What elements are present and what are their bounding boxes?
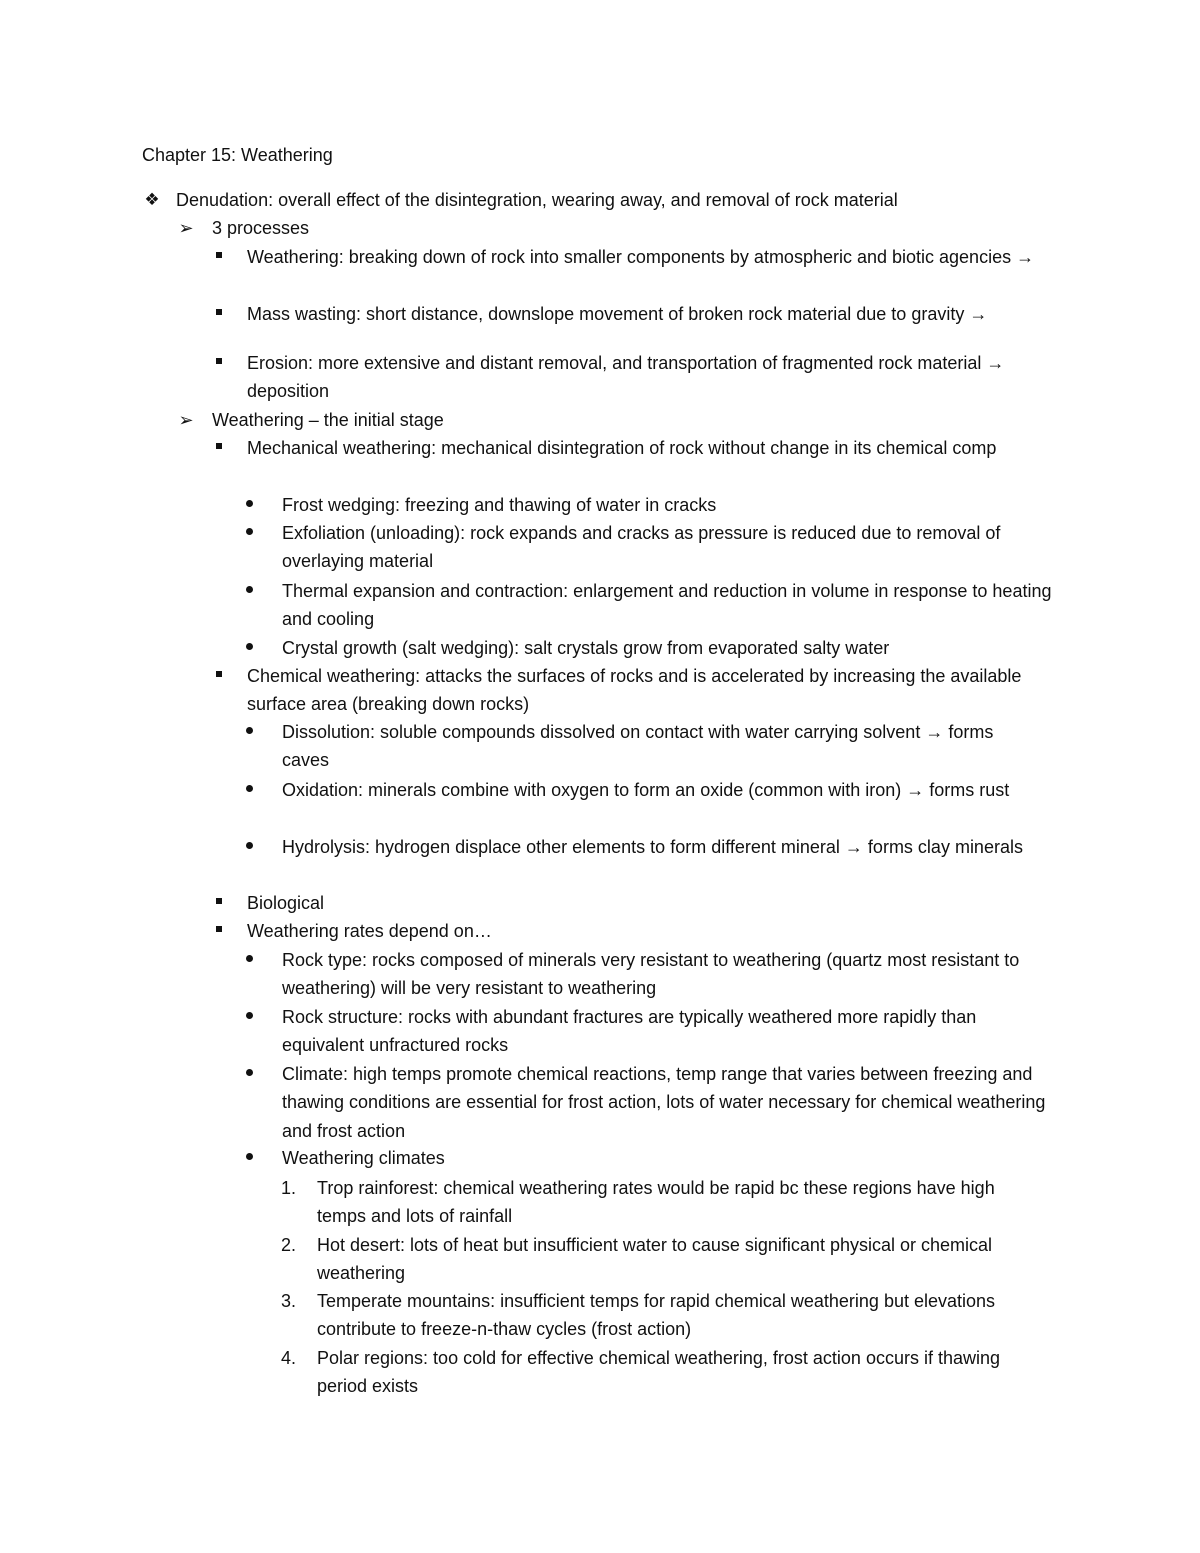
- list-item-weathering-initial-stage: [178, 406, 1052, 434]
- item-text: Trop rainforest: chemical weathering rates would be rapid bc these regions have high temps and lots of rainfall: [317, 1178, 995, 1227]
- item-text: Hot desert: lots of heat but insufficient water to cause significant physical or chemical weathering: [317, 1235, 993, 1284]
- item-text: Chemical weathering: attacks the surfaces of rocks and is accelerated by increasing the available surface area (breaking down rocks): [247, 666, 1022, 715]
- item-text: Frost wedging: freezing and thawing of water in cracks: [282, 495, 717, 515]
- round-bullet-icon: [242, 946, 256, 974]
- item-text: Weathering rates depend on…: [247, 921, 492, 941]
- item-text: Climate: high temps promote chemical reactions, temp range that varies between freezing and thawing conditions are essential for frost action, lots of water necessary for chemical weathering and frost action: [282, 1064, 1046, 1141]
- list-item-weathering-definition: [247, 243, 1037, 271]
- round-bullet-icon: [242, 833, 256, 861]
- list-item-rock-structure: [282, 1003, 1062, 1060]
- item-text: Biological: [247, 893, 325, 913]
- item-text: Oxidation: minerals combine with oxygen to form an oxide (common with iron) → forms rust: [282, 780, 1010, 800]
- round-bullet-icon: [242, 577, 256, 605]
- item-text: Weathering: breaking down of rock into smaller components by atmospheric and biotic agencies →: [247, 247, 1035, 267]
- arrow-bullet-icon: ➢: [178, 218, 194, 238]
- round-bullet-icon: [242, 718, 256, 746]
- list-number: 3.: [281, 1291, 297, 1311]
- list-item-hot-desert: [281, 1231, 1017, 1288]
- list-number: 2.: [281, 1235, 297, 1255]
- list-item-denudation: [144, 186, 1056, 214]
- square-bullet-icon: [212, 434, 226, 462]
- list-item-erosion: [247, 349, 1007, 406]
- item-text: Mass wasting: short distance, downslope movement of broken rock material due to gravity →: [247, 304, 988, 324]
- list-item-exfoliation: [282, 519, 1052, 576]
- round-bullet-icon: [242, 1060, 256, 1088]
- item-text: Temperate mountains: insufficient temps for rapid chemical weathering but elevations contribute to freeze-n-thaw cycles (frost action): [317, 1291, 996, 1340]
- item-text: Weathering – the initial stage: [212, 410, 444, 430]
- item-text: Polar regions: too cold for effective chemical weathering, frost action occurs if thawing period exists: [317, 1348, 1001, 1397]
- list-item-thermal-expansion: [282, 577, 1052, 634]
- round-bullet-icon: [242, 519, 256, 547]
- list-item-mass-wasting: [247, 300, 1047, 328]
- list-item-polar-regions: [281, 1344, 1017, 1401]
- list-number: 4.: [281, 1348, 297, 1368]
- list-number: 1.: [281, 1178, 297, 1198]
- chapter-title: Chapter 15: Weathering: [142, 145, 333, 165]
- item-text: Dissolution: soluble compounds dissolved on contact with water carrying solvent → forms caves: [282, 722, 994, 771]
- list-item-dissolution: [282, 718, 1027, 775]
- item-text: Exfoliation (unloading): rock expands and cracks as pressure is reduced due to removal of overlaying material: [282, 523, 1001, 572]
- item-text: Mechanical weathering: mechanical disintegration of rock without change in its chemical comp: [247, 438, 997, 458]
- list-item-chemical-weathering: [247, 662, 1022, 719]
- item-text: Weathering climates: [282, 1148, 445, 1168]
- round-bullet-icon: [242, 776, 256, 804]
- round-bullet-icon: [242, 1144, 256, 1172]
- arrow-bullet-icon: ➢: [178, 410, 194, 430]
- square-bullet-icon: [212, 349, 226, 377]
- list-item-temperate-mountains: [281, 1287, 1017, 1344]
- list-item-trop-rainforest: [281, 1174, 1037, 1231]
- list-item-oxidation: [282, 776, 1062, 804]
- item-text: Denudation: overall effect of the disintegration, wearing away, and removal of rock material: [176, 190, 898, 210]
- item-text: Thermal expansion and contraction: enlargement and reduction in volume in response to heating and cooling: [282, 581, 1052, 630]
- list-item-hydrolysis: [282, 833, 1032, 861]
- round-bullet-icon: [242, 1003, 256, 1031]
- list-item-mechanical-weathering: [247, 434, 1037, 462]
- list-item-climate: [282, 1060, 1062, 1145]
- round-bullet-icon: [242, 634, 256, 662]
- list-item-frost-wedging: [282, 491, 1052, 519]
- square-bullet-icon: [212, 662, 226, 690]
- list-item-weathering-climates: [282, 1144, 1052, 1172]
- list-item-rates-depend: [247, 917, 1037, 945]
- list-item-three-processes: [178, 214, 1052, 242]
- item-text: 3 processes: [212, 218, 310, 238]
- square-bullet-icon: [212, 243, 226, 271]
- list-item-biological: [247, 889, 1037, 917]
- square-bullet-icon: [212, 300, 226, 328]
- item-text: Rock type: rocks composed of minerals very resistant to weathering (quartz most resistant to weathering) will be very resistant to weathering: [282, 950, 1020, 999]
- item-text: Rock structure: rocks with abundant fractures are typically weathered more rapidly than equivalent unfractured rocks: [282, 1007, 977, 1056]
- item-text: Hydrolysis: hydrogen displace other elements to form different mineral → forms clay minerals: [282, 837, 1023, 857]
- list-item-crystal-growth: [282, 634, 1052, 662]
- diamond-bullet-icon: ❖: [144, 190, 160, 209]
- square-bullet-icon: [212, 889, 226, 917]
- square-bullet-icon: [212, 917, 226, 945]
- item-text: Erosion: more extensive and distant removal, and transportation of fragmented rock material → deposition: [247, 353, 1005, 402]
- round-bullet-icon: [242, 491, 256, 519]
- list-item-rock-type: [282, 946, 1027, 1003]
- item-text: Crystal growth (salt wedging): salt crystals grow from evaporated salty water: [282, 638, 890, 658]
